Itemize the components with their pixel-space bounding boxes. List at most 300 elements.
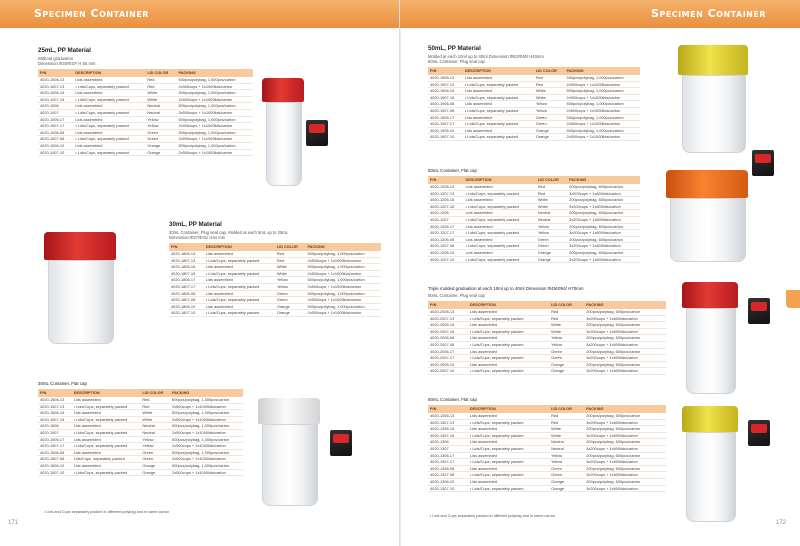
table-cell: 2x500cups + 1x1000lids/carton	[565, 121, 640, 128]
table-cell: 500pcs/polybag, 1,000pcs/carton	[170, 436, 243, 443]
table-cell: Lids assembled	[73, 90, 145, 97]
table-cell: 4020-1006	[38, 103, 73, 110]
table-cell: 2x500cups + 1x1000lids/carton	[170, 469, 243, 476]
table-cell: Green	[534, 114, 565, 121]
table-cell: 4020-1306-17	[428, 452, 468, 459]
column-header: LID COLOR	[275, 243, 306, 251]
table-cell: • Lids/Cups, separately packed	[464, 190, 536, 197]
table-cell: 2x500cups + 1x1000lids/carton	[565, 81, 640, 88]
column-header: P/N	[428, 405, 468, 413]
table-row	[38, 142, 253, 149]
table-row	[38, 149, 253, 156]
table-cell: 4020-1807-13	[169, 257, 204, 264]
table-row	[428, 249, 640, 256]
table-header-row	[428, 176, 640, 184]
table-row	[428, 452, 666, 459]
table-header-row	[169, 243, 381, 251]
table-cell: 4020-1907-17	[428, 121, 463, 128]
table-cell: 200pcs/polybag, 600pcs/carton	[584, 439, 666, 446]
table-cell: Green	[145, 136, 176, 143]
table-row	[428, 355, 666, 362]
table-cell: 3x200cups + 1x600lids/carton	[584, 445, 666, 452]
table-cell: 4020-1806-17	[169, 277, 204, 284]
table-cell: 2x500cups + 1x1000lids/carton	[176, 83, 253, 90]
table-cell: 4020-1906-08	[428, 101, 463, 108]
table-cell: 2x500cups + 1x1000lids/carton	[306, 270, 381, 277]
table-cell: 4020-1006-16	[38, 90, 73, 97]
table-cell: • Lids/Cups, separately packed	[73, 149, 145, 156]
table-cell: Lids assembled	[73, 77, 145, 83]
table-cell: Orange	[534, 127, 565, 134]
table-cell: Green	[534, 121, 565, 128]
cap-detail-red-image	[752, 150, 774, 176]
table-row	[169, 277, 381, 284]
table-row	[38, 469, 243, 476]
column-header: DESCRIPTION	[468, 301, 549, 309]
table-cell: 4020-1906-17	[428, 114, 463, 121]
table-cell: White	[140, 416, 170, 423]
table-header-row	[428, 405, 666, 413]
table-cell: Green	[549, 465, 584, 472]
table-row	[169, 270, 381, 277]
column-header: PACKING	[170, 389, 243, 397]
table-cell: Lids assembled	[73, 142, 145, 149]
table-cell: 4020-1506-17	[38, 436, 72, 443]
table-cell: 4020-1507-08	[38, 456, 72, 463]
table-cell: 200pcs/polybag, 600pcs/carton	[584, 322, 666, 329]
table-header-row	[428, 67, 640, 75]
table-cell: 4020-1206-16	[428, 197, 464, 204]
table-cell: 2x500cups + 1x1000lids/carton	[170, 403, 243, 410]
column-header: P/N	[428, 67, 463, 75]
table-cell: 500pcs/polybag, 1,000pcs/carton	[176, 142, 253, 149]
table-cell: • Lids/Cups, separately packed	[463, 121, 534, 128]
table-cell: Orange	[275, 310, 306, 317]
table-cell: 4020-1007-13	[38, 83, 73, 90]
table-row	[38, 436, 243, 443]
table-cell: • Lids/Cups, separately packed	[72, 403, 141, 410]
table-row	[38, 462, 243, 469]
table-cell: 3x200cups + 1x600lids/carton	[584, 328, 666, 335]
table-row	[38, 123, 253, 130]
spec-table	[169, 243, 381, 317]
table-cell: 500pcs/polybag, 1,000pcs/carton	[306, 303, 381, 310]
table-row	[428, 134, 640, 141]
container-50ml-red-tall-image	[682, 282, 742, 396]
table-cell: • Lids/Cups, separately packed	[72, 429, 141, 436]
table-row	[38, 443, 243, 450]
table-cell: Red	[275, 251, 306, 257]
table-cell: 200pcs/polybag, 600pcs/carton	[567, 210, 640, 217]
table-cell: • Lids/Cups, separately packed	[204, 310, 275, 317]
table-cell: Red	[275, 257, 306, 264]
table-row	[169, 303, 381, 310]
table-row	[38, 136, 253, 143]
table-cell: Green	[275, 290, 306, 297]
column-header: DESCRIPTION	[73, 69, 145, 77]
table-row	[38, 429, 243, 436]
table-cell: Lids/Cups, separately packed	[72, 456, 141, 463]
table-row	[169, 257, 381, 264]
table-cell: 4020-1207	[428, 216, 464, 223]
table-row	[38, 416, 243, 423]
table-cell: Lids assembled	[464, 236, 536, 243]
table-cell: 4020-1307	[428, 445, 468, 452]
table-cell: Red	[549, 413, 584, 419]
table-cell: Lids assembled	[464, 184, 536, 190]
left-banner-title: Specimen Container	[34, 7, 149, 20]
table-row	[428, 101, 640, 108]
table-cell: 4020-1806-10	[169, 303, 204, 310]
table-cell: 4020-2007-08	[428, 341, 468, 348]
table-cell: 4020-1906-13	[428, 75, 463, 81]
table-cell: 4020-1307-08	[428, 472, 468, 479]
table-cell: 500pcs/polybag, 1,000pcs/carton	[170, 397, 243, 403]
table-cell: 200pcs/polybag, 600pcs/carton	[584, 426, 666, 433]
section-title: 30mL Container, Flat cap	[38, 381, 87, 386]
column-header: LID COLOR	[534, 67, 565, 75]
column-header: DESCRIPTION	[72, 389, 141, 397]
table-cell: Yellow	[549, 341, 584, 348]
table-cell: 200pcs/polybag, 600pcs/carton	[584, 335, 666, 342]
section-title: 50mL Container, Flat cap	[428, 168, 477, 173]
table-cell: Lids assembled	[468, 309, 549, 315]
section-30ml	[169, 221, 389, 317]
table-cell: White	[140, 410, 170, 417]
column-header: PACKING	[567, 176, 640, 184]
table-cell: • Lids/Cups, separately packed	[204, 297, 275, 304]
table-cell: 200pcs/polybag, 600pcs/carton	[584, 361, 666, 368]
table-cell: 4020-1007-16	[38, 96, 73, 103]
table-cell: 200pcs/polybag, 600pcs/carton	[567, 236, 640, 243]
table-row	[428, 472, 666, 479]
table-cell: 4020-1907-10	[428, 134, 463, 141]
table-cell: Orange	[534, 134, 565, 141]
table-cell: 4020-1006-08	[38, 129, 73, 136]
table-cell: Lids assembled	[73, 103, 145, 110]
table-cell: Yellow	[534, 101, 565, 108]
table-cell: 4020-1307-17	[428, 459, 468, 466]
table-row	[428, 439, 666, 446]
table-cell: 500pcs/polybag, 1,000pcs/carton	[170, 449, 243, 456]
table-cell: 4020-1207-16	[428, 203, 464, 210]
table-cell: • Lids/Cups, separately packed	[468, 445, 549, 452]
table-cell: Neutral	[145, 109, 176, 116]
table-cell: 4020-2007-10	[428, 368, 468, 375]
table-cell: Lids assembled	[72, 436, 141, 443]
table-cell: White	[536, 203, 567, 210]
table-row	[428, 197, 640, 204]
table-cell: • Lids/Cups, separately packed	[73, 109, 145, 116]
cap-detail-red-image	[330, 430, 352, 456]
table-cell: White	[549, 426, 584, 433]
section-50ml-triple-flat	[428, 397, 678, 492]
table-row	[38, 129, 253, 136]
table-row	[169, 290, 381, 297]
table-cell: 4020-1306-10	[428, 478, 468, 485]
section-title: 50mL Container, Flat cap	[428, 397, 477, 402]
section-50ml-triple	[428, 286, 678, 375]
table-cell: 3x200cups + 1x600lids/carton	[584, 459, 666, 466]
table-cell: Red	[145, 77, 176, 83]
table-cell: 4020-1206-10	[428, 249, 464, 256]
table-cell: 4020-2006-08	[428, 335, 468, 342]
table-cell: White	[549, 328, 584, 335]
table-cell: Red	[536, 184, 567, 190]
right-banner-title: Specimen Container	[651, 7, 766, 20]
table-cell: Lids assembled	[72, 397, 141, 403]
table-cell: Yellow	[549, 452, 584, 459]
cap-detail-red-image	[748, 298, 770, 324]
table-cell: Lids assembled	[204, 277, 275, 284]
table-cell: Lids assembled	[464, 249, 536, 256]
table-row	[428, 361, 666, 368]
table-cell: 3x200cups + 1x600lids/carton	[567, 190, 640, 197]
column-header: LID COLOR	[549, 405, 584, 413]
table-cell: Orange	[536, 249, 567, 256]
table-cell: Neutral	[536, 210, 567, 217]
table-cell: Green	[549, 472, 584, 479]
table-cell: 2x500cups + 1x1000lids/carton	[170, 456, 243, 463]
table-cell: Neutral	[549, 445, 584, 452]
table-cell: 4020-1806-13	[169, 251, 204, 257]
table-row	[428, 121, 640, 128]
table-cell: • Lids/Cups, separately packed	[463, 107, 534, 114]
table-row	[428, 94, 640, 101]
table-row	[428, 465, 666, 472]
table-cell: 4020-1006-13	[38, 77, 73, 83]
column-header: LID COLOR	[140, 389, 170, 397]
table-row	[428, 426, 666, 433]
table-row	[38, 103, 253, 110]
cap-detail-red-image	[748, 420, 770, 446]
column-header: P/N	[428, 176, 464, 184]
table-cell: 4020-2006-10	[428, 361, 468, 368]
table-cell: 200pcs/polybag, 600pcs/carton	[567, 249, 640, 256]
table-row	[428, 335, 666, 342]
table-cell: 3x200cups + 1x600lids/carton	[567, 216, 640, 223]
table-cell: 500pcs/polybag, 1,000pcs/carton	[565, 127, 640, 134]
table-cell: • Lids/Cups, separately packed	[464, 230, 536, 237]
table-cell: 4020-1007-17	[38, 123, 73, 130]
column-header: LID COLOR	[536, 176, 567, 184]
cup-icon	[786, 290, 800, 308]
table-cell: Orange	[145, 142, 176, 149]
right-page	[400, 0, 800, 546]
column-header: DESCRIPTION	[204, 243, 275, 251]
table-cell: 500pcs/polybag, 1,000pcs/carton	[176, 103, 253, 110]
table-cell: Lids assembled	[468, 361, 549, 368]
table-cell: 500pcs/polybag, 1,000pcs/carton	[176, 129, 253, 136]
table-cell: 4020-1207-17	[428, 230, 464, 237]
table-cell: Green	[140, 449, 170, 456]
table-cell: Neutral	[145, 103, 176, 110]
spec-table	[38, 389, 243, 476]
table-cell: • Lids/Cups, separately packed	[468, 459, 549, 466]
table-cell: 200pcs/polybag, 600pcs/carton	[584, 478, 666, 485]
table-cell: White	[275, 264, 306, 271]
table-cell: Orange	[549, 478, 584, 485]
container-50ml-yellow-tall-image	[682, 406, 742, 524]
table-cell: 3x200cups + 1x600lids/carton	[584, 341, 666, 348]
table-cell: • Lids/Cups, separately packed	[72, 416, 141, 423]
table-cell: Yellow	[275, 283, 306, 290]
table-cell: Lids assembled	[463, 88, 534, 95]
table-cell: 4020-2007-17	[428, 355, 468, 362]
table-row	[38, 83, 253, 90]
table-cell: 4020-1307-10	[428, 485, 468, 492]
table-row	[38, 109, 253, 116]
table-cell: Green	[549, 355, 584, 362]
table-cell: Orange	[140, 462, 170, 469]
table-cell: 2x500cups + 1x1000lids/carton	[565, 107, 640, 114]
table-cell: 200pcs/polybag, 600pcs/carton	[584, 348, 666, 355]
table-cell: 4020-1506-13	[38, 397, 72, 403]
table-header-row	[428, 301, 666, 309]
table-cell: 500pcs/polybag, 1,000pcs/carton	[565, 101, 640, 108]
table-cell: White	[145, 96, 176, 103]
table-cell: • Lids/Cups, separately packed	[468, 315, 549, 322]
container-50ml-orange-image	[666, 170, 752, 265]
table-cell: 4020-1507-13	[38, 403, 72, 410]
table-cell: Green	[536, 243, 567, 250]
table-cell: Yellow	[549, 459, 584, 466]
table-row	[428, 256, 640, 263]
table-cell: 4020-1506	[38, 423, 72, 430]
table-cell: 2x500cups + 1x1000lids/carton	[176, 109, 253, 116]
table-row	[169, 283, 381, 290]
table-cell: Orange	[549, 361, 584, 368]
table-row	[169, 264, 381, 271]
section-50ml-flat	[428, 168, 668, 263]
table-cell: White	[145, 90, 176, 97]
table-cell: Green	[275, 297, 306, 304]
table-cell: 4020-1807-10	[169, 310, 204, 317]
table-cell: 500pcs/polybag, 1,000pcs/carton	[565, 75, 640, 81]
table-cell: 200pcs/polybag, 600pcs/carton	[584, 413, 666, 419]
table-cell: 4020-1806-16	[169, 264, 204, 271]
table-cell: • Lids/Cups, separately packed	[464, 203, 536, 210]
table-row	[428, 88, 640, 95]
spec-table	[428, 405, 666, 492]
table-cell: 4020-2006-13	[428, 309, 468, 315]
table-cell: 4020-1207-08	[428, 243, 464, 250]
spec-table	[428, 176, 640, 263]
table-cell: 2x500cups + 1x1000lids/carton	[176, 136, 253, 143]
table-cell: • Lids/Cups, separately packed	[468, 472, 549, 479]
table-cell: • Lids/Cups, separately packed	[204, 283, 275, 290]
table-cell: 3x200cups + 1x600lids/carton	[584, 315, 666, 322]
table-cell: Lids assembled	[468, 335, 549, 342]
table-cell: Lids assembled	[204, 290, 275, 297]
section-title: 25mL, PP Material	[38, 47, 91, 54]
table-cell: Lids assembled	[464, 197, 536, 204]
table-cell: Lids assembled	[468, 426, 549, 433]
table-cell: 2x500cups + 1x1000lids/carton	[565, 134, 640, 141]
table-row	[38, 410, 243, 417]
table-row	[428, 315, 666, 322]
table-cell: 200pcs/polybag, 600pcs/carton	[584, 452, 666, 459]
table-cell: 4020-1306-13	[428, 413, 468, 419]
table-cell: 4020-1806-08	[169, 290, 204, 297]
table-row	[428, 216, 640, 223]
table-row	[38, 456, 243, 463]
table-cell: 2x500cups + 1x1000lids/carton	[306, 257, 381, 264]
table-cell: 4020-2007-16	[428, 328, 468, 335]
table-cell: Neutral	[536, 216, 567, 223]
table-cell: 4020-1906-16	[428, 88, 463, 95]
table-cell: 4020-1507	[38, 429, 72, 436]
table-cell: Green	[145, 129, 176, 136]
table-cell: • Lids/Cups, separately packed	[468, 341, 549, 348]
table-cell: 2x500cups + 1x1000lids/carton	[176, 149, 253, 156]
table-cell: Neutral	[549, 439, 584, 446]
table-cell: 4020-1206-08	[428, 236, 464, 243]
table-row	[38, 96, 253, 103]
table-row	[428, 243, 640, 250]
table-cell: 4020-1507-10	[38, 469, 72, 476]
table-cell: Lids assembled	[468, 413, 549, 419]
table-cell: • Lids/Cups, separately packed	[468, 368, 549, 375]
page-number: 171	[8, 520, 19, 526]
table-cell: Yellow	[145, 123, 176, 130]
column-header: LID COLOR	[549, 301, 584, 309]
section-subtitle: Without graduation	[38, 56, 74, 61]
table-cell: 2x500cups + 1x1000lids/carton	[170, 443, 243, 450]
table-cell: 500pcs/polybag, 1,000pcs/carton	[176, 116, 253, 123]
table-cell: 4020-1007-10	[38, 149, 73, 156]
table-cell: 4020-1306-08	[428, 465, 468, 472]
table-cell: Lids assembled	[73, 116, 145, 123]
table-cell: White	[549, 322, 584, 329]
table-cell: 2x500cups + 1x1000lids/carton	[176, 123, 253, 130]
table-cell: Lids assembled	[464, 223, 536, 230]
table-cell: • Lids/Cups, separately packed	[463, 134, 534, 141]
table-cell: • Lids/Cups, separately packed	[464, 256, 536, 263]
table-cell: Orange	[549, 485, 584, 492]
table-cell: • Lids/Cups, separately packed	[72, 443, 141, 450]
table-cell: • Lids/Cups, separately packed	[464, 243, 536, 250]
table-cell: 4020-1006-17	[38, 116, 73, 123]
table-cell: 4020-1506-10	[38, 462, 72, 469]
table-cell: Red	[145, 83, 176, 90]
table-cell: 4020-1207-10	[428, 256, 464, 263]
table-cell: 3x200cups + 1x600lids/carton	[584, 432, 666, 439]
table-cell: Yellow	[536, 230, 567, 237]
table-cell: Lids assembled	[468, 478, 549, 485]
table-cell: Lids assembled	[72, 423, 141, 430]
column-header: DESCRIPTION	[468, 405, 549, 413]
table-cell: Lids assembled	[463, 114, 534, 121]
table-cell: • Lids/Cups, separately packed	[464, 216, 536, 223]
table-row	[428, 127, 640, 134]
table-cell: • Lids/Cups, separately packed	[468, 432, 549, 439]
table-cell: Neutral	[140, 423, 170, 430]
table-row	[428, 485, 666, 492]
table-cell: 4020-1006-10	[38, 142, 73, 149]
table-cell: • Lids/Cups, separately packed	[204, 257, 275, 264]
table-cell: Lids assembled	[463, 101, 534, 108]
table-cell: Red	[549, 309, 584, 315]
container-30ml-white-image	[258, 398, 324, 508]
page-number: 172	[775, 520, 786, 526]
table-header-row	[38, 69, 253, 77]
table-cell: Orange	[145, 149, 176, 156]
table-cell: 3x200cups + 1x600lids/carton	[584, 368, 666, 375]
table-cell: 500pcs/polybag, 1,000pcs/carton	[306, 277, 381, 284]
section-subtitle-2: 50mL Container, Plug seal cap	[428, 59, 485, 64]
table-cell: 500pcs/polybag, 1,000pcs/carton	[565, 114, 640, 121]
